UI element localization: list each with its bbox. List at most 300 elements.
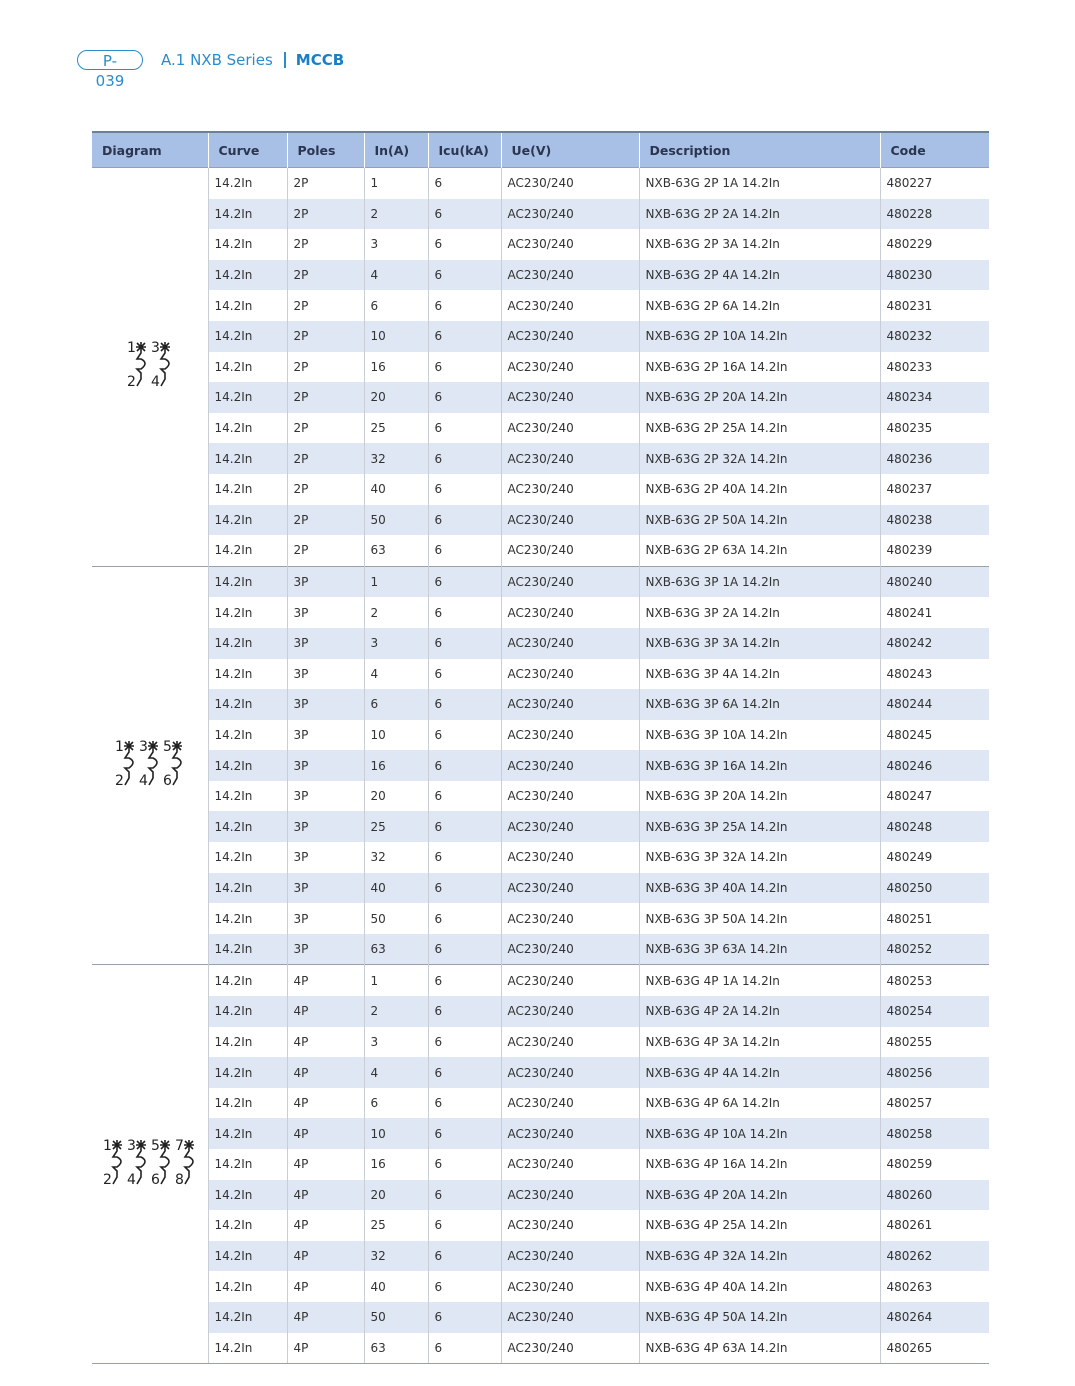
table-cell: 480253 (880, 965, 989, 996)
table-cell: 480249 (880, 842, 989, 873)
table-cell: NXB-63G 3P 1A 14.2In (639, 566, 880, 597)
table-cell: 480248 (880, 811, 989, 842)
table-cell: 480263 (880, 1271, 989, 1302)
table-cell: 25 (364, 1210, 428, 1241)
table-cell: 14.2In (208, 934, 287, 965)
terminal-label: 5 (150, 1137, 160, 1154)
table-row (92, 842, 989, 873)
terminal-label: 4 (138, 773, 148, 790)
table-cell: 480251 (880, 903, 989, 934)
table-cell: AC230/240 (501, 1180, 639, 1211)
table-row (92, 1088, 989, 1119)
table-cell: 480228 (880, 199, 989, 230)
table-cell: 480238 (880, 505, 989, 536)
terminal-label: 1 (102, 1137, 112, 1154)
table-cell: 50 (364, 903, 428, 934)
table-cell: NXB-63G 2P 50A 14.2In (639, 505, 880, 536)
table-cell: 16 (364, 750, 428, 781)
table-cell: 3P (287, 811, 364, 842)
table-row (92, 1241, 989, 1272)
terminal-label: 4 (126, 1171, 136, 1188)
table-cell: AC230/240 (501, 965, 639, 996)
table-cell: AC230/240 (501, 842, 639, 873)
table-cell: NXB-63G 3P 63A 14.2In (639, 934, 880, 965)
column-header: Description (639, 132, 880, 168)
table-cell: 40 (364, 1271, 428, 1302)
table-cell: 480237 (880, 474, 989, 505)
terminal-label: 5 (162, 739, 172, 756)
table-cell: 480254 (880, 996, 989, 1027)
table-cell: NXB-63G 2P 63A 14.2In (639, 535, 880, 566)
column-header: Icu(kA) (428, 132, 501, 168)
table-cell: 6 (428, 628, 501, 659)
table-cell: AC230/240 (501, 168, 639, 199)
table-row (92, 1271, 989, 1302)
table-cell: AC230/240 (501, 413, 639, 444)
table-cell: 2P (287, 413, 364, 444)
table-cell: NXB-63G 4P 2A 14.2In (639, 996, 880, 1027)
table-cell: 14.2In (208, 566, 287, 597)
table-cell: 40 (364, 474, 428, 505)
3-pole-breaker-diagram-icon (111, 738, 189, 790)
terminal-label: 6 (150, 1171, 160, 1188)
table-cell: 6 (428, 413, 501, 444)
table-cell: 3 (364, 229, 428, 260)
table-cell: 4P (287, 1210, 364, 1241)
column-header: Ue(V) (501, 132, 639, 168)
breaker-pole-symbol (112, 1140, 122, 1184)
table-cell: 6 (428, 1088, 501, 1119)
table-cell: 6 (428, 689, 501, 720)
table-cell: 6 (364, 689, 428, 720)
table-row (92, 1118, 989, 1149)
column-header: Poles (287, 132, 364, 168)
table-cell: 14.2In (208, 443, 287, 474)
table-cell: 4P (287, 1302, 364, 1333)
table-cell: NXB-63G 4P 63A 14.2In (639, 1333, 880, 1364)
category-title: MCCB (295, 51, 345, 69)
table-cell: 6 (428, 474, 501, 505)
table-cell: 3 (364, 1027, 428, 1058)
table-cell: 6 (428, 1210, 501, 1241)
table-cell: 3P (287, 873, 364, 904)
table-cell: AC230/240 (501, 566, 639, 597)
breaker-pole-symbol (148, 741, 158, 785)
table-cell: 6 (428, 1180, 501, 1211)
table-cell: 2P (287, 352, 364, 383)
table-cell: NXB-63G 3P 3A 14.2In (639, 628, 880, 659)
table-cell: NXB-63G 3P 6A 14.2In (639, 689, 880, 720)
table-cell: 3P (287, 689, 364, 720)
table-cell: 480233 (880, 352, 989, 383)
table-cell: 6 (428, 996, 501, 1027)
table-cell: 6 (364, 1088, 428, 1119)
series-title: A.1 NXB Series (161, 51, 273, 69)
table-row (92, 1027, 989, 1058)
table-row (92, 1210, 989, 1241)
table-cell: 14.2In (208, 873, 287, 904)
table-cell: 14.2In (208, 1302, 287, 1333)
table-cell: 20 (364, 382, 428, 413)
table-cell: 14.2In (208, 199, 287, 230)
table-cell: 3P (287, 750, 364, 781)
table-cell: 6 (428, 1302, 501, 1333)
table-cell: NXB-63G 3P 4A 14.2In (639, 659, 880, 690)
breaker-pole-symbol (136, 1140, 146, 1184)
column-header: Diagram (92, 132, 208, 168)
table-cell: 14.2In (208, 1271, 287, 1302)
table-cell: NXB-63G 3P 50A 14.2In (639, 903, 880, 934)
table-row (92, 811, 989, 842)
table-cell: 20 (364, 1180, 428, 1211)
table-cell: AC230/240 (501, 597, 639, 628)
table-row (92, 535, 989, 566)
table-cell: AC230/240 (501, 689, 639, 720)
table-cell: NXB-63G 4P 1A 14.2In (639, 965, 880, 996)
table-cell: 40 (364, 873, 428, 904)
table-cell: 4P (287, 1271, 364, 1302)
table-cell: 14.2In (208, 1057, 287, 1088)
breaker-pole-symbol (160, 1140, 170, 1184)
table-cell: 6 (428, 1149, 501, 1180)
table-cell: 14.2In (208, 1027, 287, 1058)
table-cell: 480258 (880, 1118, 989, 1149)
table-cell: 3P (287, 566, 364, 597)
4-pole-breaker-diagram-icon (99, 1137, 201, 1189)
table-cell: 3P (287, 781, 364, 812)
table-cell: 14.2In (208, 474, 287, 505)
table-cell: NXB-63G 4P 16A 14.2In (639, 1149, 880, 1180)
table-cell: NXB-63G 2P 32A 14.2In (639, 443, 880, 474)
diagram-cell (92, 965, 208, 1364)
table-cell: AC230/240 (501, 382, 639, 413)
table-row (92, 965, 989, 996)
table-cell: AC230/240 (501, 1057, 639, 1088)
table-cell: AC230/240 (501, 443, 639, 474)
table-cell: 480231 (880, 290, 989, 321)
table-cell: NXB-63G 2P 10A 14.2In (639, 321, 880, 352)
table-cell: 6 (428, 1333, 501, 1364)
table-cell: AC230/240 (501, 720, 639, 751)
table-header-row (92, 132, 989, 168)
table-row (92, 628, 989, 659)
table-cell: 10 (364, 720, 428, 751)
table-cell: 14.2In (208, 321, 287, 352)
table-cell: AC230/240 (501, 873, 639, 904)
table-cell: 4P (287, 1241, 364, 1272)
table-cell: 14.2In (208, 1241, 287, 1272)
table-cell: 14.2In (208, 1088, 287, 1119)
table-cell: 480234 (880, 382, 989, 413)
table-cell: NXB-63G 2P 20A 14.2In (639, 382, 880, 413)
table-cell: 6 (428, 566, 501, 597)
table-row (92, 1057, 989, 1088)
2-pole-breaker-diagram-icon (123, 339, 177, 391)
table-cell: 480260 (880, 1180, 989, 1211)
table-cell: 6 (428, 781, 501, 812)
table-cell: 14.2In (208, 597, 287, 628)
table-cell: 2P (287, 505, 364, 536)
terminal-label: 1 (126, 340, 136, 357)
table-row (92, 566, 989, 597)
table-cell: 14.2In (208, 505, 287, 536)
table-cell: NXB-63G 3P 10A 14.2In (639, 720, 880, 751)
table-cell: 6 (428, 934, 501, 965)
table-cell: NXB-63G 3P 16A 14.2In (639, 750, 880, 781)
table-cell: 6 (428, 720, 501, 751)
table-row (92, 474, 989, 505)
breaker-pole-symbol (184, 1140, 194, 1184)
table-cell: NXB-63G 3P 25A 14.2In (639, 811, 880, 842)
table-cell: AC230/240 (501, 1241, 639, 1272)
table-cell: 6 (428, 597, 501, 628)
table-cell: AC230/240 (501, 996, 639, 1027)
table-cell: NXB-63G 3P 32A 14.2In (639, 842, 880, 873)
table-cell: 4P (287, 1057, 364, 1088)
page-number-badge: P- 039 (77, 50, 143, 70)
table-cell: AC230/240 (501, 474, 639, 505)
table-row (92, 750, 989, 781)
table-cell: 6 (428, 443, 501, 474)
table-cell: AC230/240 (501, 321, 639, 352)
table-cell: NXB-63G 4P 6A 14.2In (639, 1088, 880, 1119)
table-cell: 14.2In (208, 720, 287, 751)
table-cell: NXB-63G 3P 20A 14.2In (639, 781, 880, 812)
table-cell: NXB-63G 4P 4A 14.2In (639, 1057, 880, 1088)
table-cell: 14.2In (208, 535, 287, 566)
table-cell: AC230/240 (501, 1302, 639, 1333)
breaker-pole-symbol (136, 342, 146, 386)
table-cell: 4 (364, 1057, 428, 1088)
table-cell: AC230/240 (501, 1088, 639, 1119)
table-cell: 1 (364, 566, 428, 597)
table-cell: 480239 (880, 535, 989, 566)
table-cell: AC230/240 (501, 659, 639, 690)
table-cell: 2P (287, 290, 364, 321)
column-header: In(A) (364, 132, 428, 168)
table-cell: AC230/240 (501, 1333, 639, 1364)
table-cell: 1 (364, 965, 428, 996)
table-cell: 14.2In (208, 811, 287, 842)
table-cell: AC230/240 (501, 1118, 639, 1149)
table-cell: 480246 (880, 750, 989, 781)
table-cell: 4 (364, 659, 428, 690)
table-cell: AC230/240 (501, 199, 639, 230)
terminal-label: 1 (114, 739, 124, 756)
table-cell: 14.2In (208, 229, 287, 260)
table-cell: NXB-63G 4P 25A 14.2In (639, 1210, 880, 1241)
table-cell: 480256 (880, 1057, 989, 1088)
table-cell: AC230/240 (501, 934, 639, 965)
table-row (92, 505, 989, 536)
table-row (92, 413, 989, 444)
table-cell: NXB-63G 2P 16A 14.2In (639, 352, 880, 383)
table-cell: 6 (428, 229, 501, 260)
table-cell: NXB-63G 4P 32A 14.2In (639, 1241, 880, 1272)
table-cell: AC230/240 (501, 352, 639, 383)
table-row (92, 1180, 989, 1211)
table-row (92, 689, 989, 720)
table-cell: 14.2In (208, 1333, 287, 1364)
table-cell: 6 (428, 168, 501, 199)
table-cell: 2P (287, 443, 364, 474)
table-cell: 3P (287, 628, 364, 659)
table-cell: 3P (287, 597, 364, 628)
table-cell: 14.2In (208, 168, 287, 199)
table-cell: AC230/240 (501, 1271, 639, 1302)
table-cell: AC230/240 (501, 628, 639, 659)
table-cell: 14.2In (208, 781, 287, 812)
table-cell: NXB-63G 4P 10A 14.2In (639, 1118, 880, 1149)
table-cell: 3P (287, 720, 364, 751)
table-row (92, 934, 989, 965)
table-cell: 2 (364, 199, 428, 230)
table-cell: 6 (428, 842, 501, 873)
diagram-cell (92, 566, 208, 965)
column-header: Code (880, 132, 989, 168)
table-cell: AC230/240 (501, 1210, 639, 1241)
table-cell: 6 (428, 811, 501, 842)
table-cell: NXB-63G 2P 3A 14.2In (639, 229, 880, 260)
table-cell: 14.2In (208, 628, 287, 659)
table-cell: AC230/240 (501, 781, 639, 812)
table-cell: NXB-63G 4P 50A 14.2In (639, 1302, 880, 1333)
table-cell: AC230/240 (501, 535, 639, 566)
table-cell: 480230 (880, 260, 989, 291)
table-cell: 480235 (880, 413, 989, 444)
table-cell: 14.2In (208, 903, 287, 934)
terminal-label: 4 (150, 374, 160, 391)
table-cell: 480264 (880, 1302, 989, 1333)
table-cell: 480265 (880, 1333, 989, 1364)
table-cell: 2P (287, 168, 364, 199)
terminal-label: 3 (150, 340, 160, 357)
table-cell: 6 (428, 659, 501, 690)
table-cell: 480259 (880, 1149, 989, 1180)
table-row (92, 229, 989, 260)
table-cell: 6 (428, 1271, 501, 1302)
table-cell: 480262 (880, 1241, 989, 1272)
table-row (92, 199, 989, 230)
table-cell: 4P (287, 996, 364, 1027)
table-cell: 480245 (880, 720, 989, 751)
table-cell: 6 (428, 352, 501, 383)
table-cell: 6 (428, 873, 501, 904)
table-cell: 480242 (880, 628, 989, 659)
product-table (92, 131, 989, 1364)
table-cell: 14.2In (208, 382, 287, 413)
table-cell: 25 (364, 413, 428, 444)
table-cell: AC230/240 (501, 903, 639, 934)
table-cell: 50 (364, 1302, 428, 1333)
table-cell: 14.2In (208, 659, 287, 690)
table-cell: 4 (364, 260, 428, 291)
table-cell: AC230/240 (501, 1027, 639, 1058)
table-cell: 2P (287, 535, 364, 566)
table-cell: 14.2In (208, 750, 287, 781)
table-cell: 480227 (880, 168, 989, 199)
table-row (92, 720, 989, 751)
table-row (92, 168, 989, 199)
table-row (92, 597, 989, 628)
table-cell: 3 (364, 628, 428, 659)
table-cell: 480250 (880, 873, 989, 904)
table-row (92, 382, 989, 413)
table-cell: 14.2In (208, 689, 287, 720)
table-row (92, 321, 989, 352)
terminal-label: 2 (114, 773, 124, 790)
table-cell: 480252 (880, 934, 989, 965)
table-row (92, 352, 989, 383)
table-cell: 6 (428, 535, 501, 566)
table-cell: 6 (428, 1118, 501, 1149)
table-cell: 6 (428, 965, 501, 996)
column-header: Curve (208, 132, 287, 168)
table-cell: 14.2In (208, 965, 287, 996)
table-row (92, 1302, 989, 1333)
table-cell: 63 (364, 535, 428, 566)
table-cell: NXB-63G 3P 2A 14.2In (639, 597, 880, 628)
table-cell: 4P (287, 1118, 364, 1149)
table-cell: 14.2In (208, 996, 287, 1027)
table-row (92, 659, 989, 690)
table-cell: 6 (428, 750, 501, 781)
table-row (92, 1333, 989, 1364)
table-cell: 6 (428, 260, 501, 291)
table-cell: 4P (287, 1149, 364, 1180)
table-cell: 480255 (880, 1027, 989, 1058)
table-row (92, 903, 989, 934)
table-cell: NXB-63G 2P 1A 14.2In (639, 168, 880, 199)
header-divider (284, 52, 286, 68)
table-cell: 14.2In (208, 290, 287, 321)
table-cell: 6 (428, 382, 501, 413)
table-cell: AC230/240 (501, 750, 639, 781)
table-cell: 20 (364, 781, 428, 812)
table-cell: AC230/240 (501, 290, 639, 321)
table-cell: 480232 (880, 321, 989, 352)
table-cell: 1 (364, 168, 428, 199)
table-cell: 480240 (880, 566, 989, 597)
table-cell: 14.2In (208, 1210, 287, 1241)
table-row (92, 260, 989, 291)
table-cell: NXB-63G 3P 40A 14.2In (639, 873, 880, 904)
table-cell: 14.2In (208, 1118, 287, 1149)
terminal-label: 2 (126, 374, 136, 391)
table-cell: AC230/240 (501, 229, 639, 260)
table-cell: 6 (428, 505, 501, 536)
table-cell: 3P (287, 659, 364, 690)
table-cell: 6 (428, 1057, 501, 1088)
table-cell: 480236 (880, 443, 989, 474)
table-cell: NXB-63G 2P 2A 14.2In (639, 199, 880, 230)
table-cell: 6 (364, 290, 428, 321)
table-cell: 2P (287, 474, 364, 505)
table-cell: 2P (287, 382, 364, 413)
table-cell: 4P (287, 965, 364, 996)
table-cell: 25 (364, 811, 428, 842)
breaker-pole-symbol (172, 741, 182, 785)
table-cell: 14.2In (208, 1149, 287, 1180)
table-cell: 6 (428, 903, 501, 934)
table-cell: 2P (287, 199, 364, 230)
table-cell: 480241 (880, 597, 989, 628)
table-cell: AC230/240 (501, 1149, 639, 1180)
table-cell: 6 (428, 321, 501, 352)
table-cell: 14.2In (208, 260, 287, 291)
table-cell: 4P (287, 1088, 364, 1119)
table-cell: 14.2In (208, 842, 287, 873)
